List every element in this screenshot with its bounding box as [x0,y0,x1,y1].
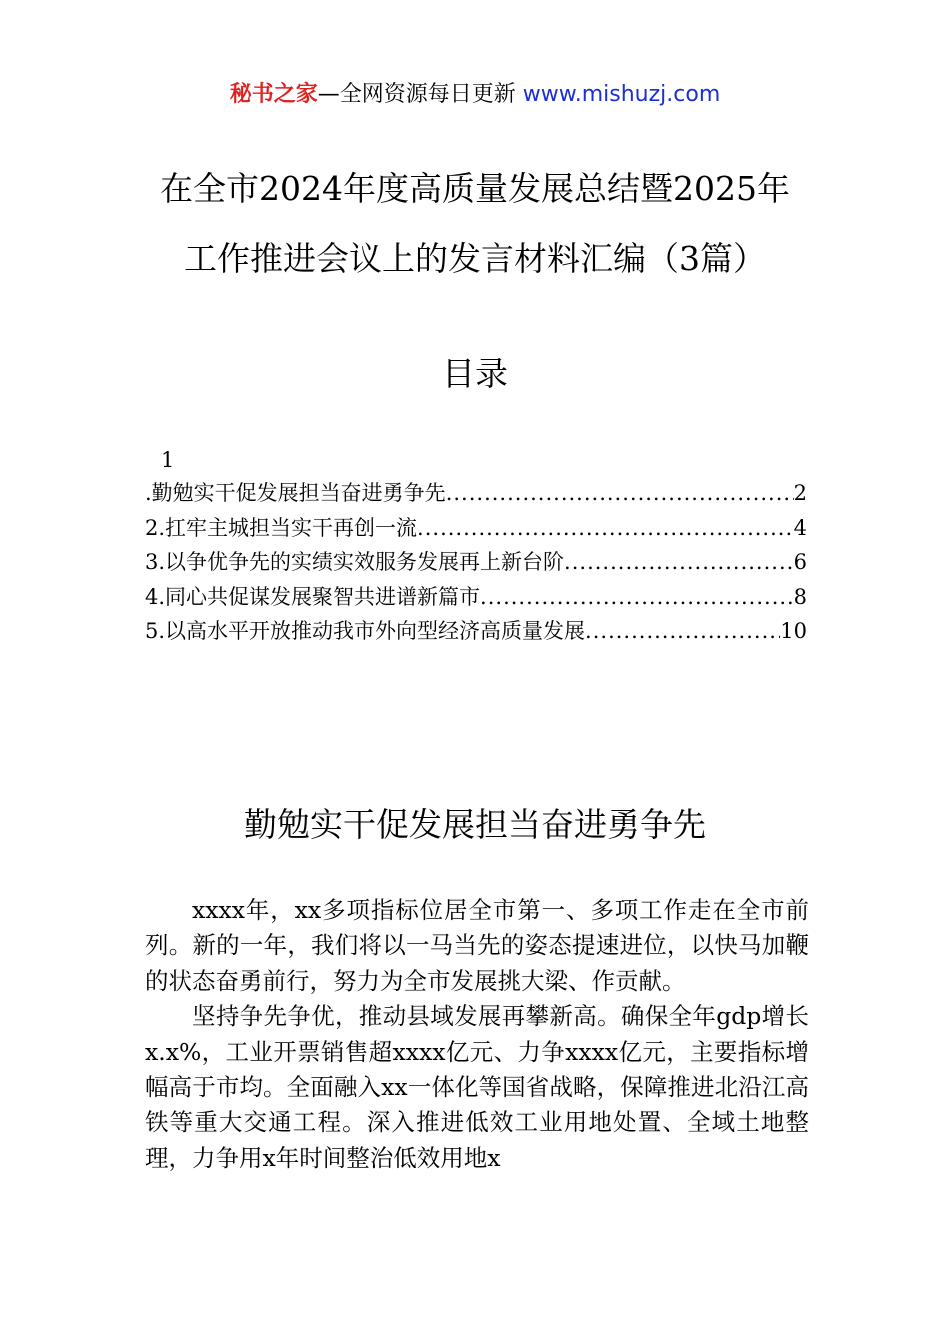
document-title [100,154,850,294]
toc-entry-4[interactable] [145,580,807,615]
toc-entry-label: .勤勉实干促发展担当奋进勇争先 [145,481,446,505]
toc-dot-leader [585,614,780,649]
toc-dot-leader [564,545,794,580]
site-banner [0,80,950,110]
document-title-line-2: 工作推进会议上的发言材料汇编（3篇） [184,239,766,278]
toc-entry-5[interactable] [145,614,807,649]
toc-entry-label: 2.扛牢主城担当实干再创一流 [145,515,418,540]
table-of-contents [145,444,807,649]
body-paragraph-2: 坚持争先争优，推动县域发展再攀新高。确保全年gdp增长x.x%，工业开票销售超xxxx亿元、力争xxxx亿元，主要指标增幅高于市均。全面融入xx一体化等国省战略，保障推进北沿江高铁等重大交通工程。深入推进低效工业用地处置、全域土地整理，力争用x年时间整治低效用地x [145,1002,809,1172]
toc-entry-page: 4 [793,515,807,540]
toc-entry-page: 6 [793,550,807,574]
toc-entry-page: 2 [793,481,807,505]
toc-dot-leader [417,511,794,546]
toc-first-number: 1 [161,448,175,472]
toc-entry-page: 8 [793,584,807,609]
toc-entry-label: 3.以争优争先的实绩实效服务发展再上新台阶 [145,550,565,574]
banner-tagline: —全网资源每日更新 [317,82,523,107]
toc-entry-label: 5.以高水平开放推动我市外向型经济高质量发展 [145,619,586,643]
toc-entry-2[interactable] [145,511,807,546]
toc-heading: 目录 [442,354,508,393]
toc-dot-leader [446,476,794,511]
brand-name: 秘书之家 [229,82,318,107]
site-url[interactable]: www.mishuzj.com [522,82,721,107]
toc-dot-leader [480,580,794,615]
toc-entry-3[interactable] [145,545,807,580]
section-body [145,893,809,1176]
toc-entry-label: 4.同心共促谋发展聚智共进谱新篇市 [145,584,481,609]
section-title: 勤勉实干促发展担当奋进勇争先 [244,805,706,844]
toc-entry-1[interactable] [145,476,807,511]
toc-entry-page: 10 [780,619,807,643]
document-title-line-1: 在全市2024年度高质量发展总结暨2025年 [160,169,790,208]
body-paragraph-1: xxxx年，xx多项指标位居全市第一、多项工作走在全市前列。新的一年，我们将以一马当先的姿态提速进位，以快马加鞭的状态奋勇前行，努力为全市发展挑大梁、作贡献。 [145,896,809,995]
